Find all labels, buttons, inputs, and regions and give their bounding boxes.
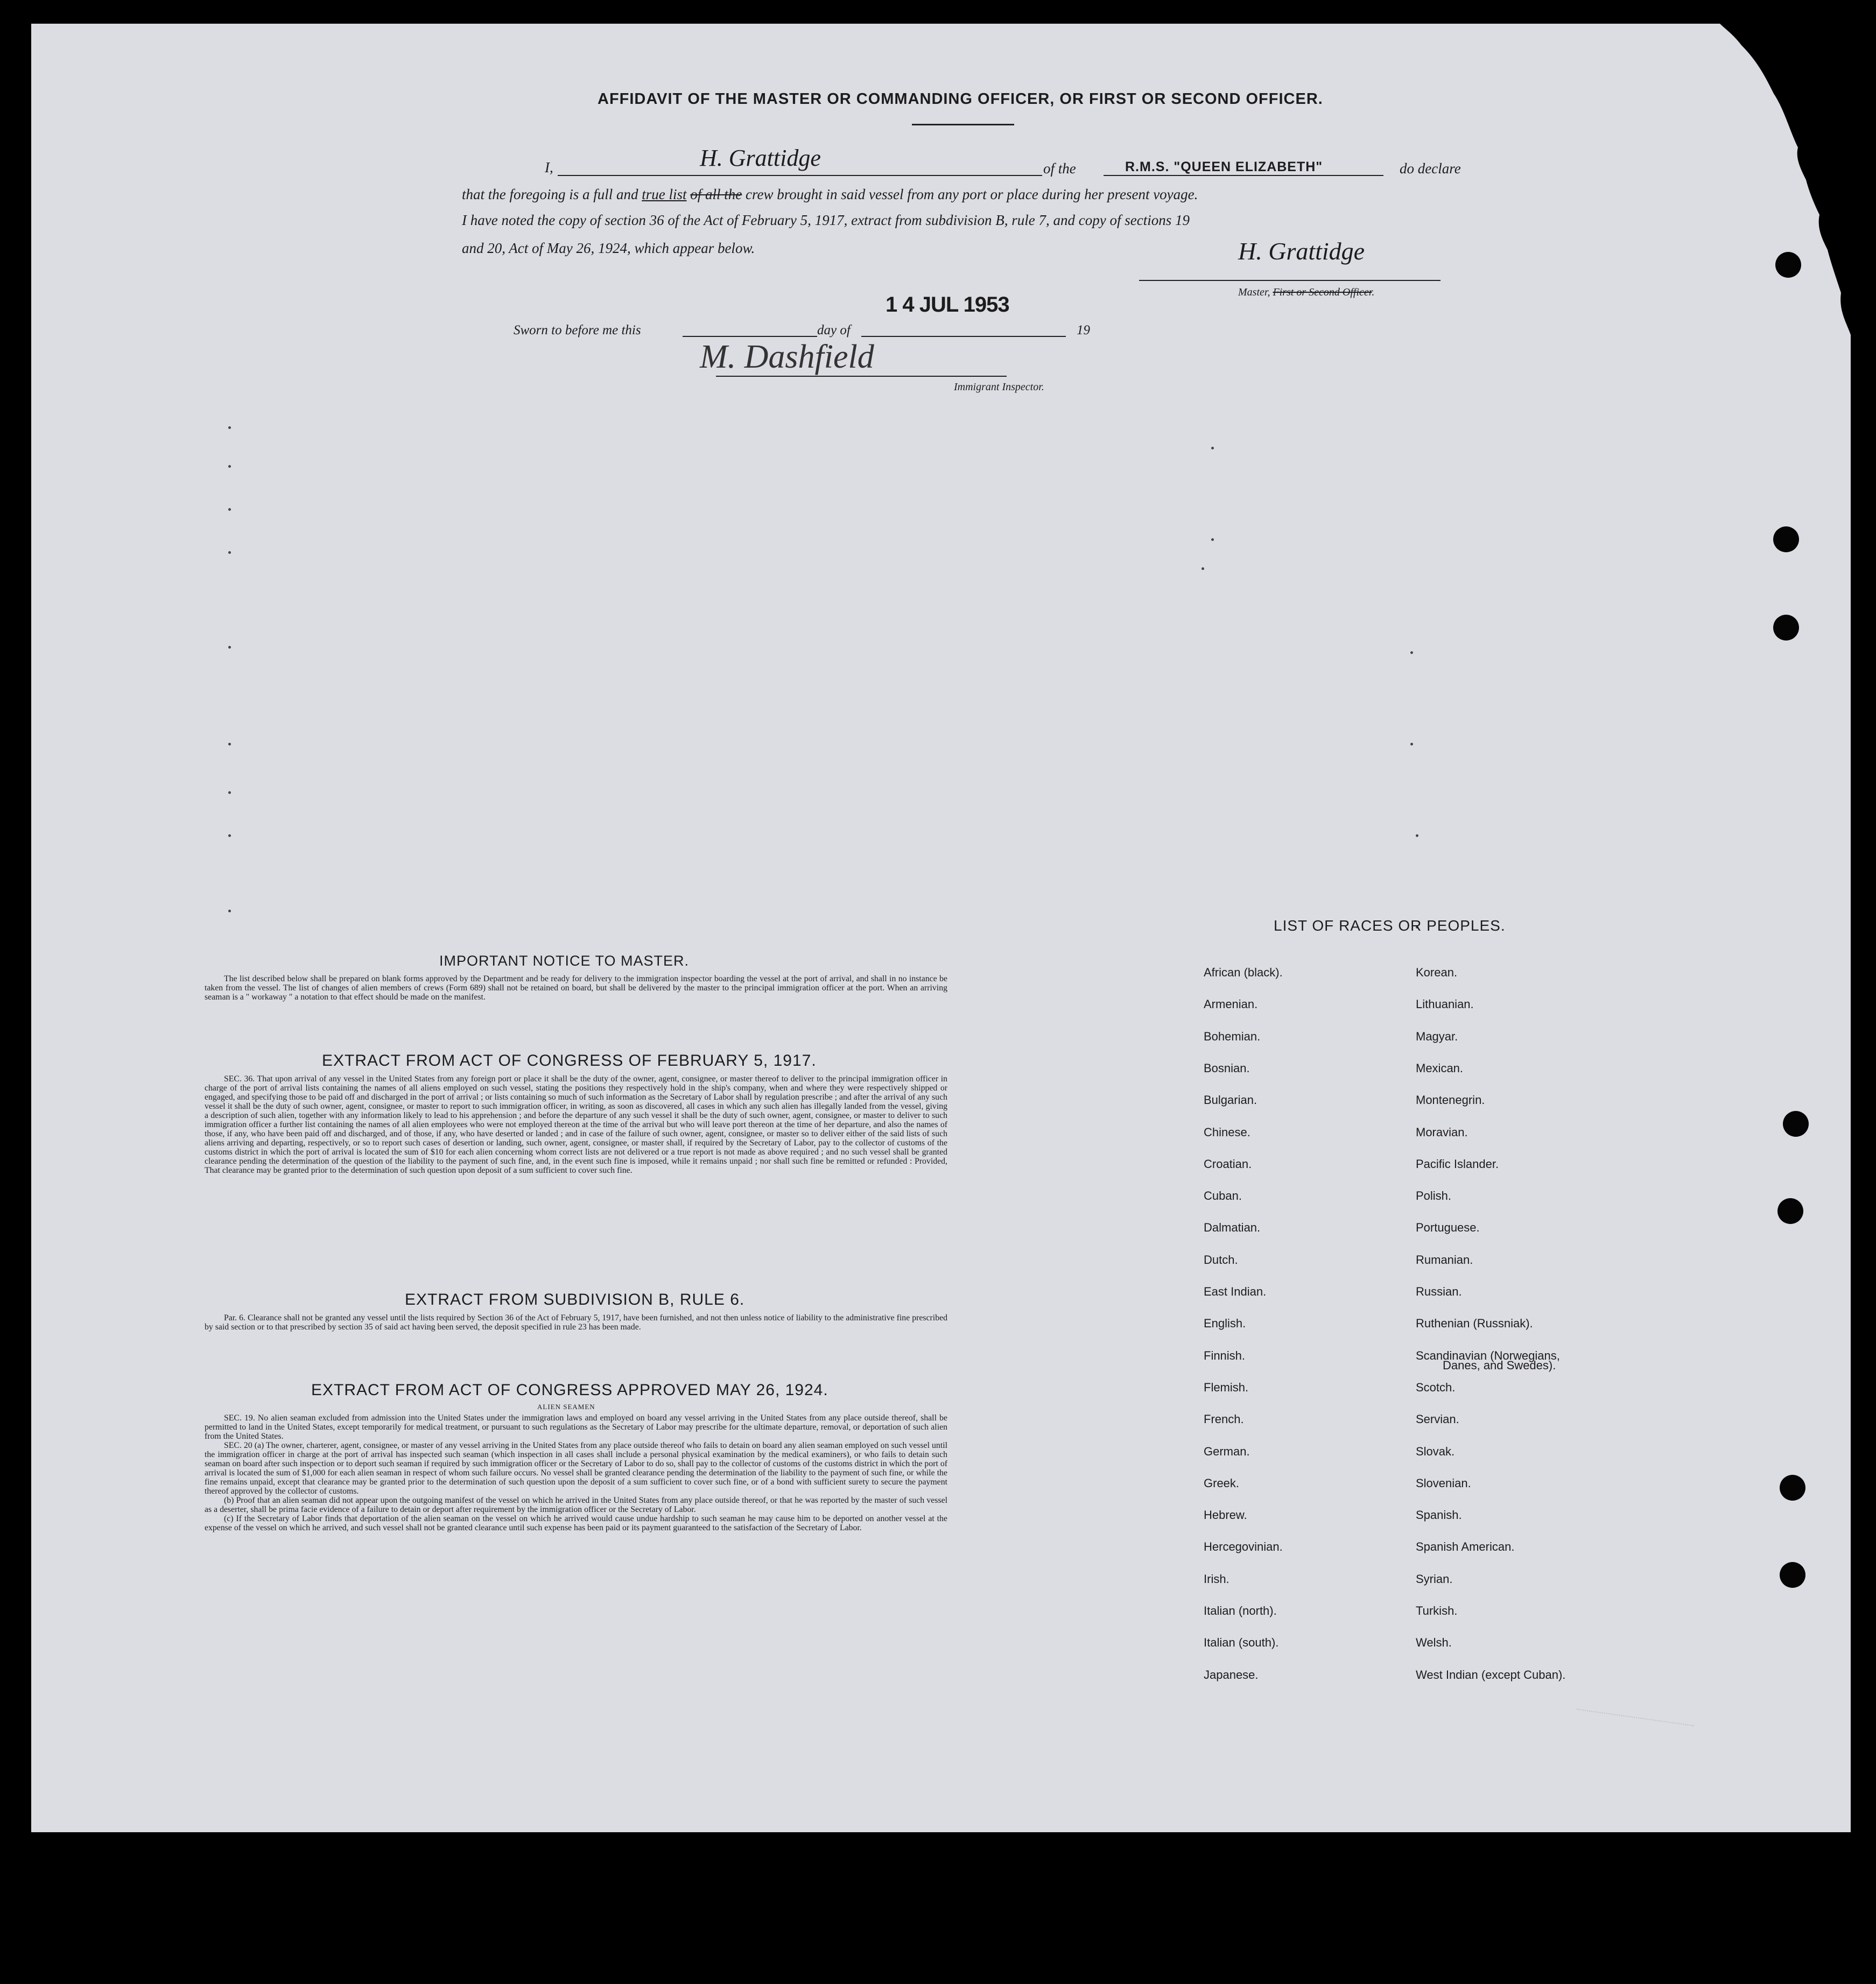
extract-1917-body (205, 1074, 947, 1175)
race-item: Pacific Islander. (1416, 1157, 1499, 1171)
punch-hole (1780, 1475, 1805, 1501)
torn-corner (1720, 24, 1876, 368)
race-item: Montenegrin. (1416, 1093, 1485, 1107)
margin-dot (228, 508, 231, 511)
sworn-label: Sworn to before me this (514, 323, 641, 337)
alien-seamen-subtitle: ALIEN SEAMEN (537, 1403, 595, 1411)
inspector-label: Immigrant Inspector. (954, 381, 1044, 393)
day-of-label: day of (817, 323, 851, 337)
declaration-suffix: crew brought in said vessel from any port or place during her present voyage. (746, 186, 1198, 202)
race-item: Turkish. (1416, 1604, 1458, 1617)
month-line (861, 336, 1066, 337)
signature-line (1139, 280, 1441, 281)
race-item: Magyar. (1416, 1029, 1458, 1043)
race-item: West Indian (except Cuban). (1416, 1668, 1566, 1682)
race-item: Scandinavian (Norwegians, (1416, 1348, 1560, 1362)
race-item: Spanish. (1416, 1508, 1462, 1522)
race-item: Polish. (1416, 1189, 1452, 1203)
race-item: Russian. (1416, 1285, 1462, 1298)
races-title: LIST OF RACES OR PEOPLES. (1274, 917, 1506, 934)
race-item: Lithuanian. (1416, 997, 1474, 1011)
master-signature: H. Grattidge (1238, 237, 1365, 265)
race-item: East Indian. (1204, 1285, 1267, 1298)
do-declare: do declare (1400, 160, 1461, 177)
subdivision-b-title: EXTRACT FROM SUBDIVISION B, RULE 6. (405, 1291, 745, 1308)
race-item: Italian (north). (1204, 1604, 1277, 1617)
par-6-text: Par. 6. Clearance shall not be granted any vessel until the lists required by Section 36 of the Act of February 5, 1917, have been furnished, and not then unless notice of liability to the administrative fine prescribed by said section or to that prescribed by section 35 of said act having been served, the deposit specified in rule 23 has been made. (205, 1313, 947, 1332)
punch-hole (1773, 526, 1799, 552)
vessel-name: R.M.S. "QUEEN ELIZABETH" (1125, 159, 1323, 174)
margin-dot (228, 465, 231, 468)
race-item: Welsh. (1416, 1636, 1452, 1650)
race-item: Scotch. (1416, 1380, 1456, 1394)
race-item: Mexican. (1416, 1061, 1464, 1075)
race-item: Chinese. (1204, 1125, 1250, 1139)
race-item: Moravian. (1416, 1125, 1468, 1139)
declaration-line-2 (462, 186, 1198, 203)
sworn-line (683, 336, 817, 337)
race-item: Ruthenian (Russniak). (1416, 1317, 1533, 1331)
race-item: Portuguese. (1416, 1221, 1480, 1235)
race-item: Bosnian. (1204, 1061, 1250, 1075)
race-item: Rumanian. (1416, 1253, 1473, 1267)
true-list-text: true list (642, 186, 687, 202)
margin-dot (228, 791, 231, 794)
punch-hole (1775, 252, 1801, 278)
master-label: Master, (1238, 286, 1270, 298)
margin-dot (1416, 834, 1418, 837)
signer-line (558, 175, 1042, 176)
race-item: Slovenian. (1416, 1476, 1471, 1490)
title-underline (912, 124, 1014, 125)
race-item: Spanish American. (1416, 1540, 1515, 1554)
notice-title: IMPORTANT NOTICE TO MASTER. (439, 953, 690, 969)
margin-dot (1410, 743, 1413, 745)
race-item: Syrian. (1416, 1572, 1453, 1586)
margin-dot (228, 834, 231, 837)
race-item: Hebrew. (1204, 1508, 1247, 1522)
section-20a-text: SEC. 20 (a) The owner, charterer, agent, consignee, or master of any vessel arriving in the United States from any place outside thereof who fails to detain on board any alien seaman employed on such vessel until the immigration officer in charge at the port of arrival has inspected such seaman (which inspection in all cases shall include a personal physical examination by the medical examiners), or who fails to detain such seaman on board after such inspection or to deport such seaman if required by such immigration officer or the Secretary of Labor to do so, shall pay to the collector of customs of the customs district in which the port of arrival is located the sum of $1,000 for each alien seaman in respect of whom such failure occurs. No vessel shall be granted clearance pending the determination of the liability to the payment of such fine, or while the fine remains unpaid, except that clearance may be granted prior to the determination of such question upon the deposit of a sum sufficient to cover such fine, or of a bond with sufficient surety to secure the payment thereof approved by the collector of customs. (205, 1441, 947, 1496)
section-36-text: SEC. 36. That upon arrival of any vessel in the United States from any foreign port or place it shall be the duty of the owner, agent, consignee, or master thereof to deliver to the principal immigration officer in charge of the port of arrival lists containing the names of all aliens employed on such vessel, stating the positions they respectively hold in the ship's company, when and where they were respectively shipped or engaged, and specifying those to be paid off and discharged in the port of arrival ; or lists containing so much of such information as the Secretary of Labor shall by regulation prescribe ; and after the arrival of any such vessel it shall be the duty of such owner, agent, consignee, or master to report to such immigration officer, in writing, as soon as discovered, all cases in which any such alien has illegally landed from the vessel, giving a description of such alien, together with any information likely to lead to his apprehension ; and before the departure of any such vessel it shall be the duty of such owner, agent, consignee, or master to deliver to such immigration officer a further list containing the names of all alien employees who were not employed thereon at the time of the arrival but who will leave port thereon at the time of her departure, and also the names of those, if any, who have been paid off and discharged, and of those, if any, who have deserted or landed ; and in case of the failure of such owner, agent, consignee, or master so to deliver either of the said lists of such aliens arriving and departing, respectively, or so to report such cases of desertion or landing, such owner, agent, consignee, or master shall, if required by the Secretary of Labor, pay to the collector of customs of the customs district in which the port of arrival is located the sum of $10 for each alien concerning whom correct lists are not delivered or a true report is not made as above required ; and no such vessel shall be granted clearance pending the determination of the question of the liability to the payment of such fine, and, in the event such fine is imposed, while it remains unpaid ; nor shall such fine be remitted or refunded : Provided, That clearance may be granted prior to the determination of such question upon deposit of a sum sufficient to cover such fine. (205, 1074, 947, 1175)
race-item: African (black). (1204, 966, 1283, 979)
subdivision-b-body (205, 1313, 947, 1332)
of-the-label: of the (1043, 160, 1076, 177)
notice-text: The list described below shall be prepared on blank forms approved by the Department and be ready for delivery to the immigration inspector boarding the vessel at the port of arrival, and shall in no instance be taken from the vessel. The list of changes of alien members of crews (Form 689) shall not be retained on board, but shall be delivered by the master to the principal immigration officer at the port. When an arriving seaman is a " workaway " a notation to that effect should be made on the manifest. (205, 974, 947, 1002)
race-item: Korean. (1416, 966, 1458, 979)
margin-dot (228, 551, 231, 554)
race-item: Croatian. (1204, 1157, 1252, 1171)
race-item: Dalmatian. (1204, 1221, 1261, 1235)
struck-text: of all the (690, 186, 742, 202)
master-label-end: . (1372, 286, 1375, 298)
margin-dot (228, 646, 231, 649)
vessel-line (1104, 175, 1383, 176)
punch-hole (1783, 1111, 1809, 1137)
extract-1924-body (205, 1413, 947, 1532)
declaration-line-4: and 20, Act of May 26, 1924, which appear below. (462, 240, 755, 256)
race-item: Hercegovinian. (1204, 1540, 1283, 1554)
officer-struck-label: First or Second Officer (1273, 286, 1372, 298)
punch-hole (1773, 615, 1799, 641)
race-item: Flemish. (1204, 1380, 1249, 1394)
margin-dot (228, 426, 231, 429)
master-title (1238, 286, 1374, 299)
margin-dot (1211, 538, 1214, 541)
section-20c-text: (c) If the Secretary of Labor finds that deportation of the alien seaman on the vessel on which he arrived would cause undue hardship to such seaman he may cause him to be deported on another vessel at the expense of the vessel on which he arrived, and such vessel shall not be granted clearance until such expense has been paid or its payment guaranteed to the satisfaction of the Secretary of Labor. (205, 1514, 947, 1532)
race-item: Japanese. (1204, 1668, 1259, 1682)
margin-dot (228, 910, 231, 912)
margin-dot (1202, 567, 1204, 570)
margin-dot (228, 743, 231, 745)
race-item: Servian. (1416, 1412, 1459, 1426)
extract-1917-title: EXTRACT FROM ACT OF CONGRESS OF FEBRUARY 5, 1917. (322, 1052, 817, 1070)
inspector-line (716, 376, 1007, 377)
affidavit-title: AFFIDAVIT OF THE MASTER OR COMMANDING OFFICER, OR FIRST OR SECOND OFFICER. (598, 90, 1323, 108)
race-item: Finnish. (1204, 1348, 1246, 1362)
race-item: Bulgarian. (1204, 1093, 1257, 1107)
i-label: I, (545, 159, 553, 175)
race-item: Italian (south). (1204, 1636, 1279, 1650)
race-item: Dutch. (1204, 1253, 1238, 1267)
race-item: Armenian. (1204, 997, 1258, 1011)
race-item: German. (1204, 1444, 1250, 1458)
punch-hole (1777, 1198, 1803, 1224)
scandinavian-line-2: Danes, and Swedes). (1443, 1359, 1556, 1372)
race-item: Bohemian. (1204, 1029, 1261, 1043)
inspector-signature: M. Dashfield (700, 339, 874, 375)
race-item: French. (1204, 1412, 1244, 1426)
year-prefix: 19 (1077, 323, 1090, 337)
margin-dot (1211, 447, 1214, 449)
notice-body (205, 974, 947, 1002)
punch-hole (1780, 1562, 1805, 1588)
extract-1924-title: EXTRACT FROM ACT OF CONGRESS APPROVED MAY 26, 1924. (311, 1381, 828, 1399)
declaration-prefix: that the foregoing is a full and (462, 186, 638, 202)
race-item: English. (1204, 1317, 1246, 1331)
signer-handwriting: H. Grattidge (700, 145, 821, 171)
date-stamp: 1 4 JUL 1953 (886, 293, 1009, 316)
race-item: Cuban. (1204, 1189, 1242, 1203)
section-20b-text: (b) Proof that an alien seaman did not appear upon the outgoing manifest of the vessel on which he arrived in the United States from any place outside thereof, or that he was reported by the master of such vessel as a deserter, shall be prima facie evidence of a failure to detain or deport after requirement by the immigration officer or the Secretary of Labor. (205, 1496, 947, 1514)
declaration-line-3: I have noted the copy of section 36 of the Act of February 5, 1917, extract from subdivision B, rule 7, and copy of sections 19 (462, 212, 1190, 228)
race-item: Greek. (1204, 1476, 1240, 1490)
section-19-text: SEC. 19. No alien seaman excluded from admission into the United States under the immigration laws and employed on board any vessel arriving in the United States from any place outside thereof, shall be permitted to land in the United States, except temporarily for medical treatment, or pursuant to such regulations as the Secretary of Labor may prescribe for the ultimate departure, removal, or deportation of such alien from the United States. (205, 1413, 947, 1441)
race-item: Irish. (1204, 1572, 1229, 1586)
margin-dot (1410, 651, 1413, 654)
race-item: Slovak. (1416, 1444, 1455, 1458)
